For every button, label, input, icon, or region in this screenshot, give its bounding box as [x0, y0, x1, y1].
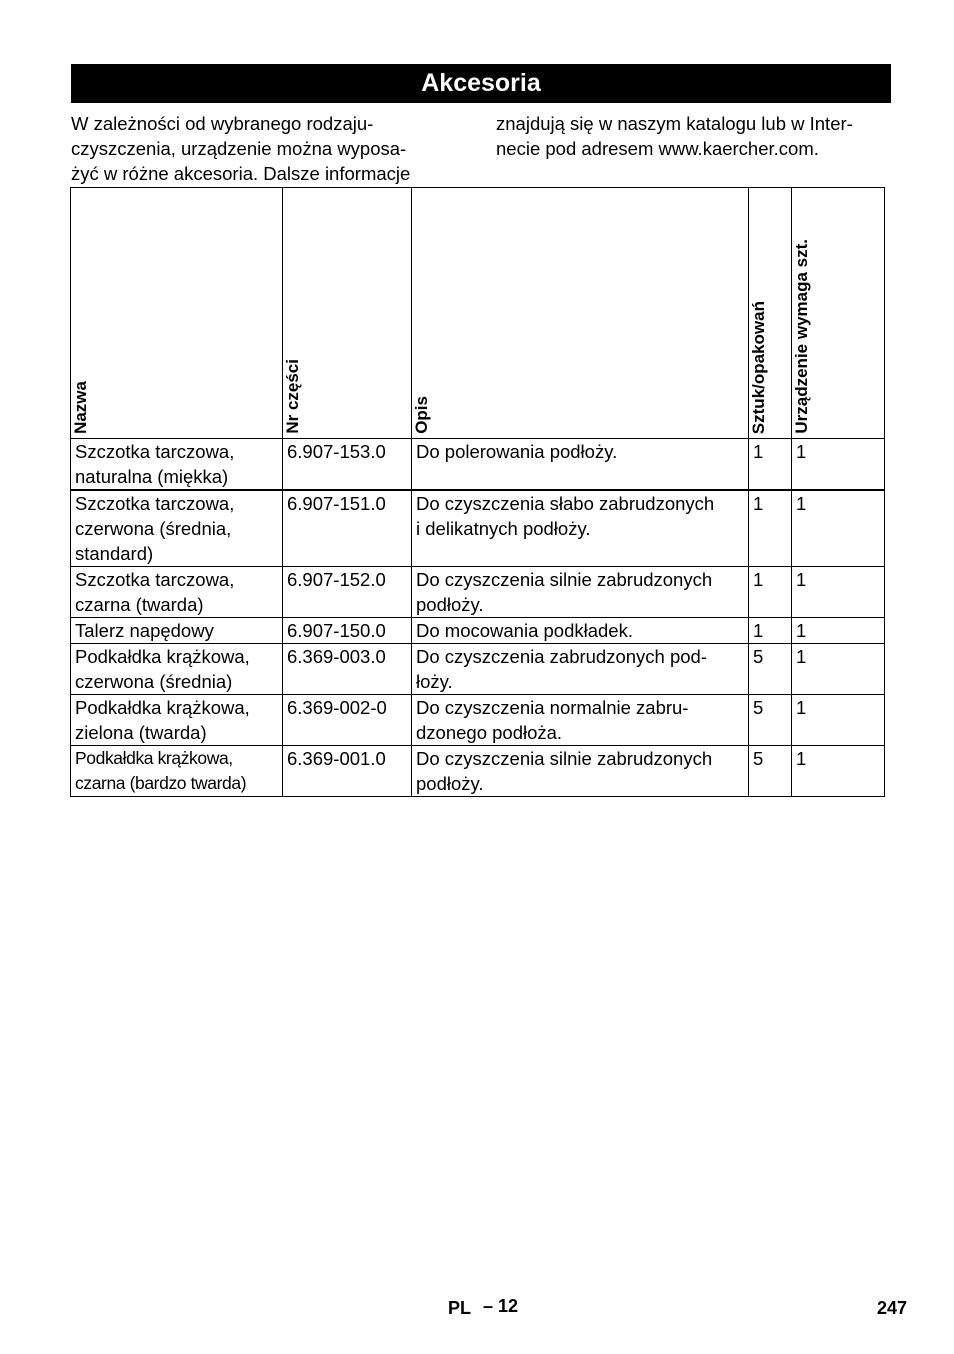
- header-label: Opis: [412, 396, 431, 434]
- cell-part-number: 6.369-001.0: [283, 746, 412, 797]
- cell-name: Szczotka tarczowa, naturalna (miękka): [71, 439, 283, 491]
- cell-description: Do czyszczenia normalnie zabru- dzonego podłoża.: [412, 695, 749, 746]
- intro-line: W zależności od wybranego rodzaju-: [71, 113, 374, 134]
- header-label: Urządzenie wymaga szt.: [792, 239, 811, 434]
- table-row: [71, 644, 885, 695]
- cell-part-number: 6.907-151.0: [283, 490, 412, 567]
- table-row: [71, 490, 885, 567]
- intro-left-column: [71, 111, 410, 186]
- header-name: [71, 188, 283, 439]
- cell-description: Do mocowania podkładek.: [412, 618, 749, 644]
- cell-name: Szczotka tarczowa, czerwona (średnia, standard): [71, 490, 283, 567]
- table-row: [71, 439, 885, 491]
- cell-name: Talerz napędowy: [71, 618, 283, 644]
- cell-description: Do polerowania podłoży.: [412, 439, 749, 491]
- cell-required: 1: [792, 695, 885, 746]
- intro-line: żyć w różne akcesoria. Dalsze informacje: [71, 163, 411, 184]
- cell-part-number: 6.907-153.0: [283, 439, 412, 491]
- intro-right-column: [496, 111, 853, 161]
- cell-qty: 1: [749, 490, 792, 567]
- cell-qty: 1: [749, 439, 792, 491]
- cell-description: Do czyszczenia silnie zabrudzonych podłoży.: [412, 567, 749, 618]
- footer-section-page: – 12: [483, 1296, 519, 1316]
- footer-page-number: 247: [877, 1298, 908, 1318]
- table-row: [71, 746, 885, 797]
- cell-name: Podkałdka krążkowa, zielona (twarda): [71, 695, 283, 746]
- cell-required: 1: [792, 618, 885, 644]
- cell-required: 1: [792, 567, 885, 618]
- cell-description: Do czyszczenia słabo zabrudzonych i delikatnych podłoży.: [412, 490, 749, 567]
- cell-part-number: 6.907-150.0: [283, 618, 412, 644]
- cell-description: Do czyszczenia zabrudzonych pod- łoży.: [412, 644, 749, 695]
- cell-name: Podkałdka krążkowa, czarna (bardzo twarda): [71, 746, 283, 797]
- footer-language: PL: [448, 1298, 472, 1318]
- intro-line: necie pod adresem www.kaercher.com.: [496, 138, 819, 159]
- header-label: Sztuk/opakowań: [749, 300, 768, 434]
- cell-qty: 5: [749, 746, 792, 797]
- header-description: [412, 188, 749, 439]
- header-label: Nr części: [283, 359, 302, 434]
- cell-part-number: 6.369-003.0: [283, 644, 412, 695]
- header-required-qty: [792, 188, 885, 439]
- cell-required: 1: [792, 644, 885, 695]
- cell-qty: 1: [749, 618, 792, 644]
- cell-qty: 5: [749, 695, 792, 746]
- cell-required: 1: [792, 746, 885, 797]
- section-title-text: Akcesoria: [421, 69, 541, 97]
- header-part-number: [283, 188, 412, 439]
- accessories-table: [70, 187, 885, 797]
- header-label: Nazwa: [71, 381, 90, 434]
- cell-required: 1: [792, 439, 885, 491]
- table-row: [71, 695, 885, 746]
- cell-part-number: 6.907-152.0: [283, 567, 412, 618]
- header-pieces-per-pack: [749, 188, 792, 439]
- cell-required: 1: [792, 490, 885, 567]
- intro-line: czyszczenia, urządzenie można wyposa-: [71, 138, 407, 159]
- table-row: [71, 567, 885, 618]
- cell-qty: 5: [749, 644, 792, 695]
- cell-name: Podkałdka krążkowa, czerwona (średnia): [71, 644, 283, 695]
- cell-part-number: 6.369-002-0: [283, 695, 412, 746]
- intro-line: znajdują się w naszym katalogu lub w Inter-: [496, 113, 853, 134]
- cell-name: Szczotka tarczowa, czarna (twarda): [71, 567, 283, 618]
- cell-qty: 1: [749, 567, 792, 618]
- table-header-row: [71, 188, 885, 439]
- section-title: [71, 64, 891, 103]
- table-row: [71, 618, 885, 644]
- cell-description: Do czyszczenia silnie zabrudzonych podłoży.: [412, 746, 749, 797]
